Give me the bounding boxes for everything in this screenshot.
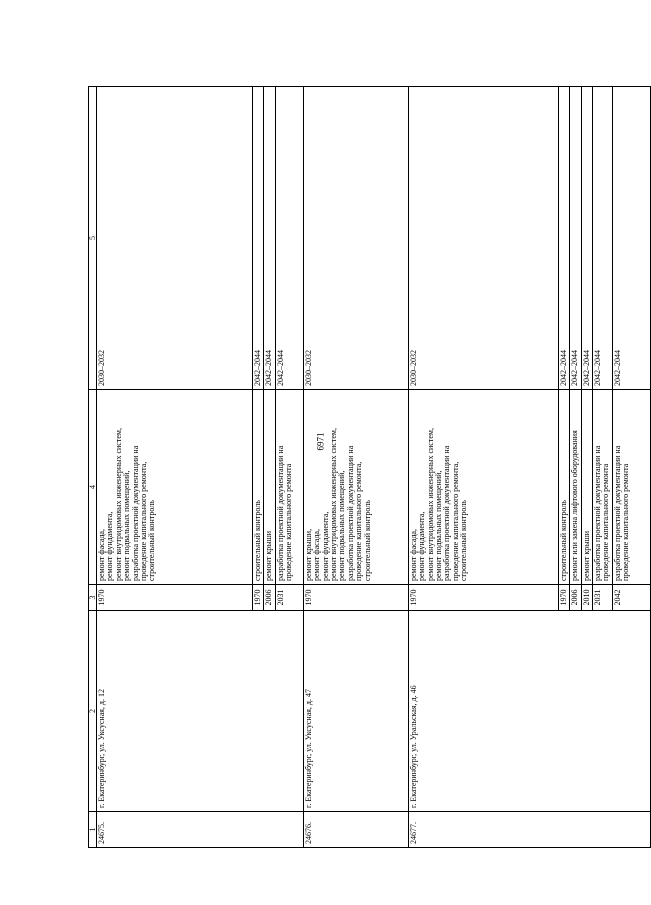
table-row xyxy=(408,87,558,848)
address-cell: г. Екатеринбург, ул. Уксусная, д. 12 xyxy=(97,611,304,812)
work-type-line: ремонт фасада, xyxy=(97,529,106,581)
table-body xyxy=(89,87,651,848)
year-cell: 2010 xyxy=(581,585,592,611)
work-type-line: ремонт внутридомовых инженерных систем, xyxy=(113,428,123,581)
period-cell: 2042–2044 xyxy=(558,87,569,390)
year-cell: 2006 xyxy=(570,585,581,611)
work-type-line: разработка проектной документации на xyxy=(442,445,452,581)
table-header-row xyxy=(89,87,97,848)
work-type-line: строительный контроль xyxy=(253,500,262,581)
work-type-line: проведение капитального ремонта xyxy=(601,463,611,581)
period-cell: 2042–2044 xyxy=(570,87,581,390)
header-cell-5: 5 xyxy=(89,87,97,390)
work-type-line: ремонт внутридомовых инженерных систем, xyxy=(425,428,435,581)
work-type-line: ремонт подвальных помещений, xyxy=(434,470,444,581)
work-type-line: разработка проектной документации на xyxy=(275,445,285,581)
work-type-line: ремонт фасада, xyxy=(312,529,322,581)
work-type-line: проведение капитального ремонта, xyxy=(139,461,149,581)
work-type-line: строительный контроль xyxy=(362,500,372,581)
period-cell: 2042–2044 xyxy=(253,87,264,390)
period-cell: 2030–2032 xyxy=(303,87,408,390)
table-row xyxy=(303,87,408,848)
work-type-cell xyxy=(264,390,275,585)
year-cell: 2031 xyxy=(275,585,303,611)
record-number: 24676. xyxy=(303,812,408,848)
work-type-line: строительный контроль xyxy=(459,500,469,581)
work-type-line: ремонт фундамента, xyxy=(320,511,330,581)
year-cell: 2006 xyxy=(264,585,275,611)
work-type-line: разработка проектной документации на xyxy=(613,445,623,581)
work-type-cell xyxy=(613,390,651,585)
work-type-line: проведение капитального ремонта, xyxy=(354,461,364,581)
year-cell: 2031 xyxy=(593,585,613,611)
work-type-cell xyxy=(303,390,408,585)
work-type-line: ремонт крыши xyxy=(264,530,274,581)
work-type-cell xyxy=(275,390,303,585)
record-number: 24677. xyxy=(408,812,650,848)
year-cell: 2042 xyxy=(613,585,651,611)
work-type-cell xyxy=(408,390,558,585)
year-cell: 1970 xyxy=(303,585,408,611)
work-type-cell xyxy=(593,390,613,585)
repair-schedule-table xyxy=(88,86,651,848)
work-type-cell xyxy=(253,390,264,585)
work-type-cell xyxy=(97,390,253,585)
header-cell-3: 3 xyxy=(89,585,97,611)
work-type-line: разработка проектной документации на xyxy=(130,445,140,581)
year-cell: 1970 xyxy=(558,585,569,611)
work-type-cell xyxy=(581,390,592,585)
work-type-line: разработка проектной документации на xyxy=(593,445,603,581)
year-cell: 1970 xyxy=(97,585,253,611)
page-number: 6971 xyxy=(315,432,326,451)
work-type-line: ремонт подвальных помещений, xyxy=(122,470,132,581)
period-cell: 2042–2044 xyxy=(593,87,613,390)
period-cell: 2042–2044 xyxy=(275,87,303,390)
work-type-line: строительный контроль xyxy=(558,500,568,581)
address-cell: г. Екатеринбург, ул. Уксусная, д. 47 xyxy=(303,611,408,812)
period-cell: 2030–2032 xyxy=(408,87,558,390)
period-cell: 2042–2044 xyxy=(264,87,275,390)
work-type-line: ремонт подвальных помещений, xyxy=(337,470,347,581)
rotated-table-wrapper xyxy=(88,87,631,848)
record-number: 24675. xyxy=(97,812,304,848)
work-type-cell xyxy=(558,390,569,585)
header-cell-1: 1 xyxy=(89,812,97,848)
header-cell-2: 2 xyxy=(89,611,97,812)
table-row xyxy=(97,87,253,848)
period-cell: 2042–2044 xyxy=(613,87,651,390)
work-type-line: строительный контроль xyxy=(147,500,157,581)
address-cell: г. Екатеринбург, ул. Уральская, д. 46 xyxy=(408,611,650,812)
year-cell: 1970 xyxy=(253,585,264,611)
work-type-line: ремонт или замена лифтового оборудования xyxy=(570,430,580,581)
work-type-cell xyxy=(570,390,581,585)
work-type-line: проведение капитального ремонта, xyxy=(450,461,460,581)
work-type-line: разработка проектной документации на xyxy=(345,445,355,581)
work-type-line: проведение капитального ремонта xyxy=(284,463,294,581)
year-cell: 1970 xyxy=(408,585,558,611)
period-cell: 2042–2044 xyxy=(581,87,592,390)
work-type-line: ремонт внутридомовых инженерных систем, xyxy=(329,428,339,581)
work-type-line: ремонт фасада, xyxy=(408,529,418,581)
work-type-line: ремонт крыши, xyxy=(303,528,313,581)
work-type-line: ремонт фундамента, xyxy=(105,511,115,581)
work-type-line: ремонт фундамента, xyxy=(417,511,427,581)
work-type-line: проведение капитального ремонта xyxy=(621,463,631,581)
period-cell: 2030–2032 xyxy=(97,87,253,390)
work-type-line: ремонт крыши xyxy=(581,530,591,581)
header-cell-4: 4 xyxy=(89,390,97,585)
